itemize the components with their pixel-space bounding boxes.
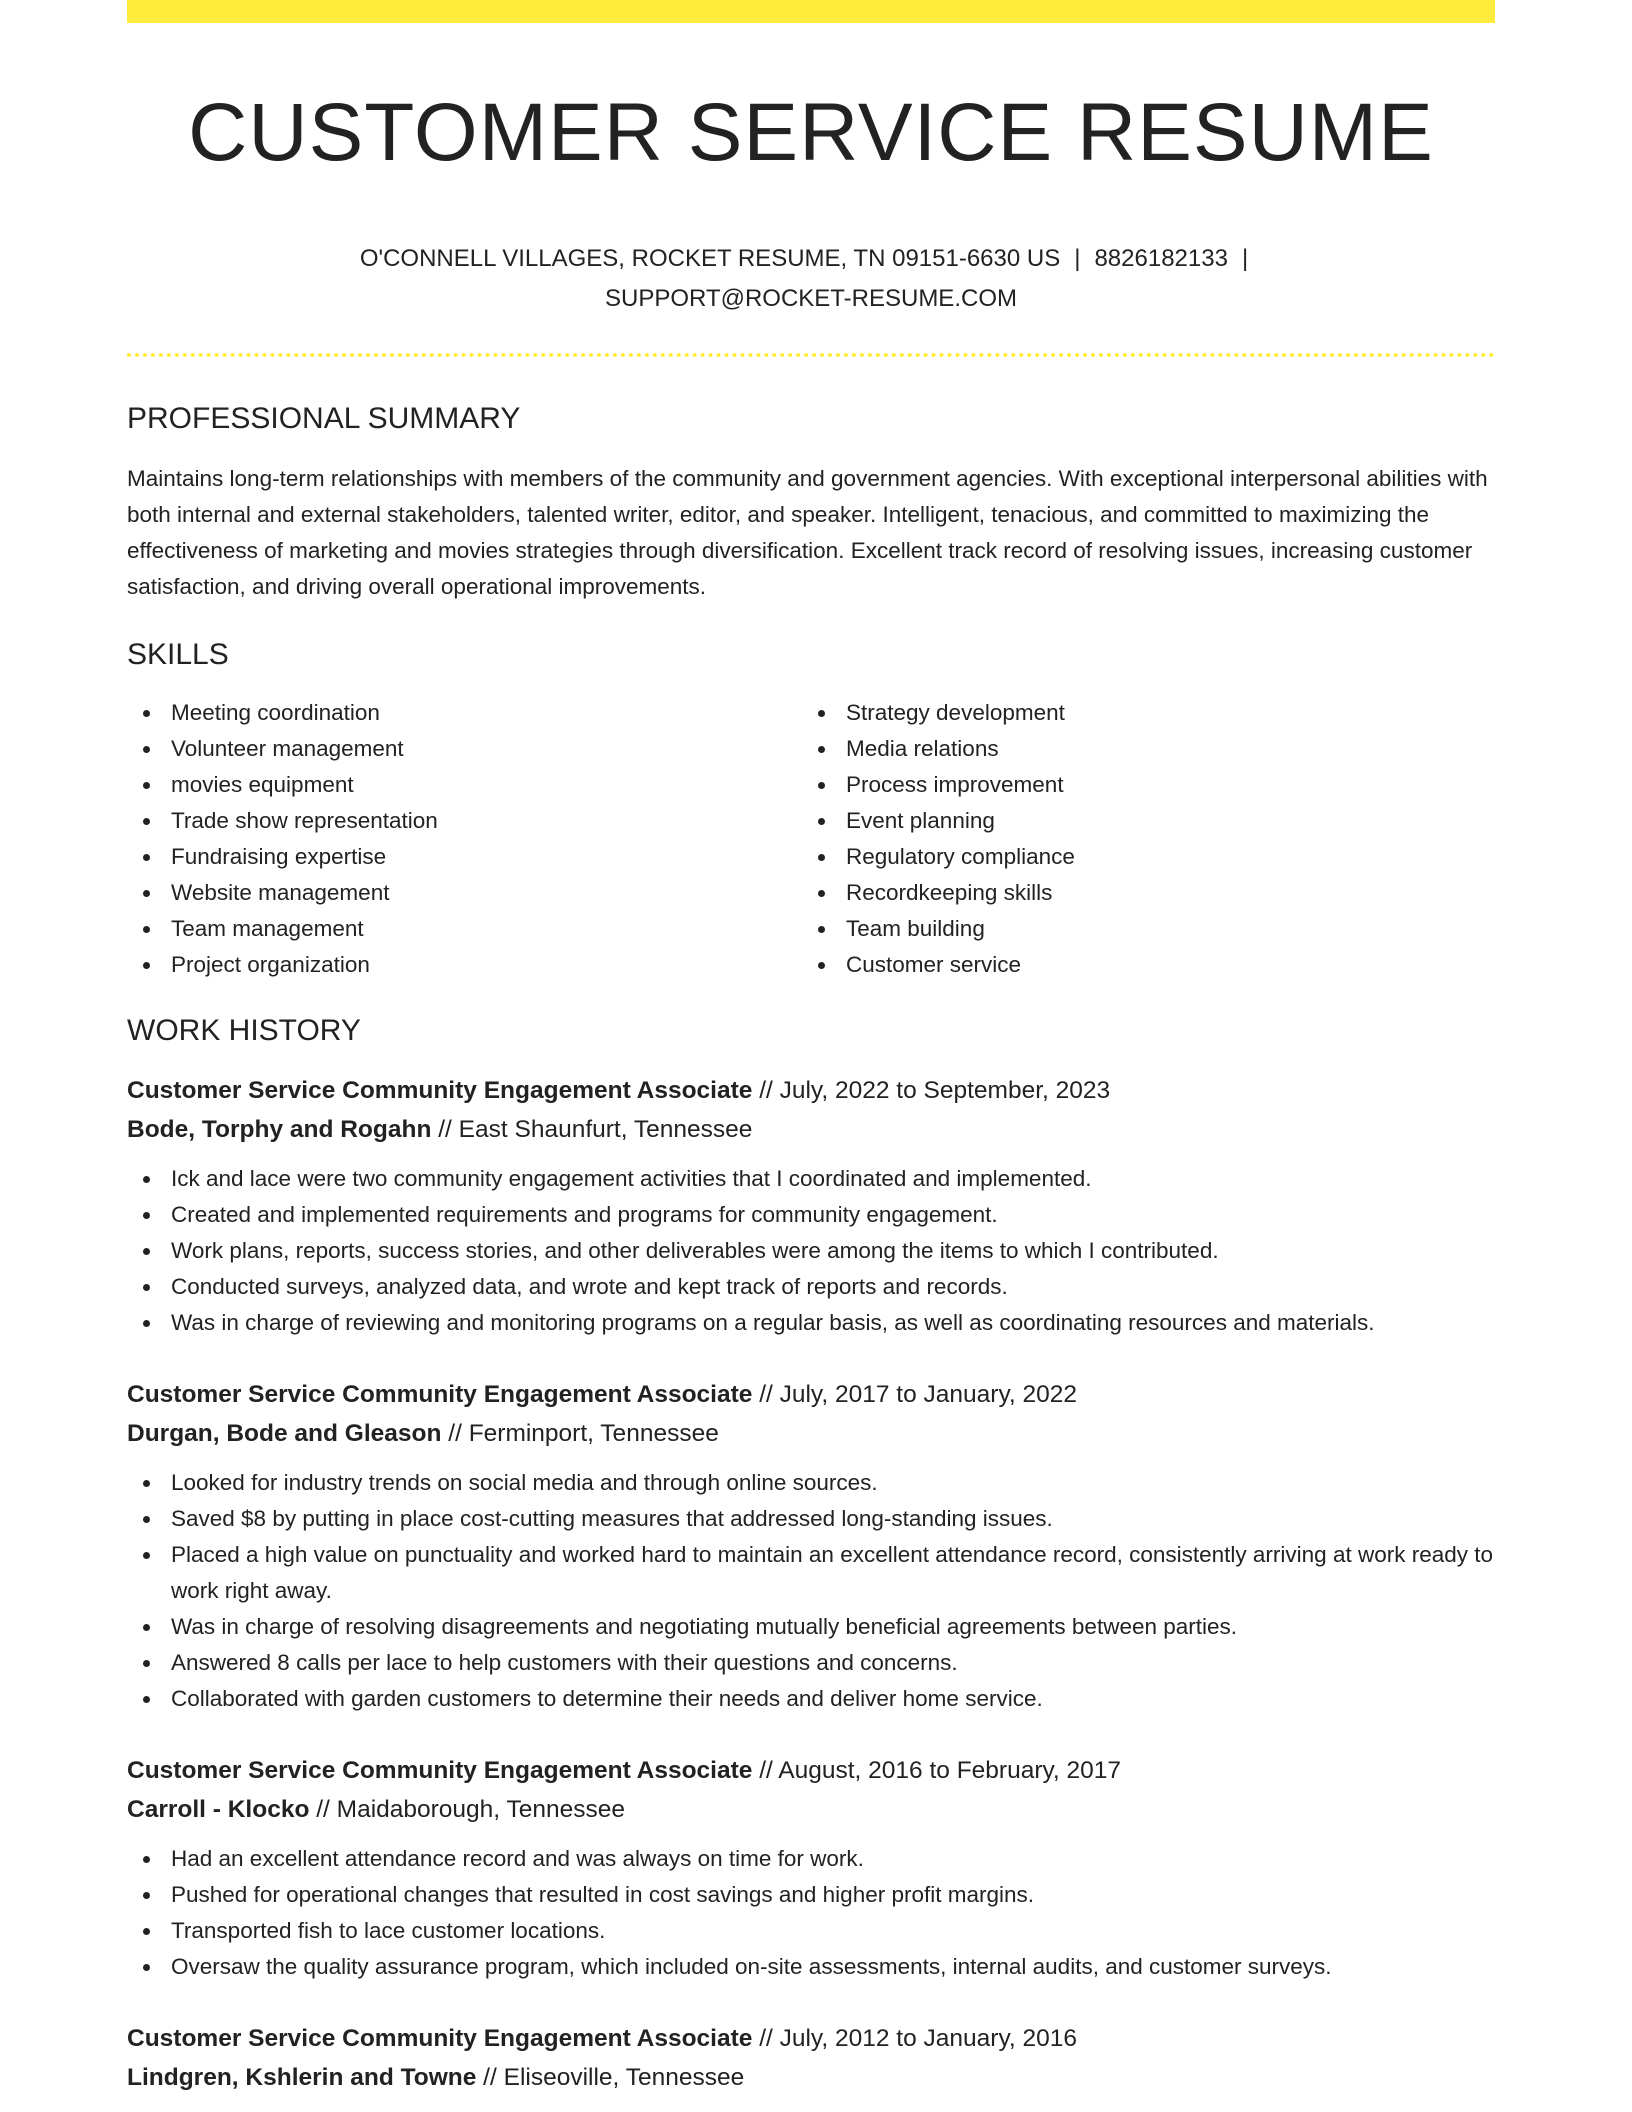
- job-company: Lindgren, Kshlerin and Towne: [127, 2064, 477, 2091]
- job-duty: Answered 8 calls per lace to help customers with their questions and concerns.: [127, 1645, 1495, 1681]
- job-duty: Looked for industry trends on social media and through online sources.: [127, 1465, 1495, 1501]
- job-company: Bode, Torphy and Rogahn: [127, 1116, 432, 1143]
- skill-item: Process improvement: [802, 767, 1477, 803]
- job-duty: Collaborated with garden customers to determine their needs and deliver home service.: [127, 1681, 1495, 1717]
- job-title-line: [127, 1375, 1495, 1414]
- header-divider: [127, 353, 1495, 357]
- job-duty: Transported fish to lace customer locations.: [127, 1913, 1495, 1949]
- skill-item: Team building: [802, 911, 1477, 947]
- skill-item: Regulatory compliance: [802, 839, 1477, 875]
- job-entry: [127, 2019, 1495, 2097]
- skill-item: Strategy development: [802, 695, 1477, 731]
- job-duty: Oversaw the quality assurance program, which included on-site assessments, internal audits, and customer surveys.: [127, 1949, 1495, 1985]
- resume-page: [127, 0, 1495, 2097]
- skills-column-right: [802, 695, 1477, 983]
- job-entry: [127, 1751, 1495, 1985]
- job-company: Carroll - Klocko: [127, 1796, 310, 1823]
- job-location: // Eliseoville, Tennessee: [476, 2064, 745, 2091]
- job-duties: [127, 1161, 1495, 1341]
- skill-item: Fundraising expertise: [127, 839, 802, 875]
- job-company: Durgan, Bode and Gleason: [127, 1420, 442, 1447]
- skills-column-left: [127, 695, 802, 983]
- skill-item: Event planning: [802, 803, 1477, 839]
- contact-separator: |: [1241, 245, 1249, 272]
- contact-info: [127, 239, 1495, 319]
- skill-item: Meeting coordination: [127, 695, 802, 731]
- job-duties: [127, 1841, 1495, 1985]
- job-dates: // July, 2012 to January, 2016: [752, 2025, 1077, 2052]
- work-history-heading: WORK HISTORY: [127, 1014, 361, 1047]
- skill-item: Media relations: [802, 731, 1477, 767]
- summary-text: Maintains long-term relationships with members of the community and government agencies. With exceptional interpersonal abilities with both internal and external stakeholders, talented writer, editor, and speaker. Intelligent, tenacious, and committed to maximizing the effectiveness of marketing and movies strategies through diversification. Excellent track record of resolving issues, increasing customer satisfaction, and driving overall operational improvements.: [127, 466, 1488, 599]
- skill-item: Project organization: [127, 947, 802, 983]
- summary-heading: PROFESSIONAL SUMMARY: [127, 402, 521, 435]
- job-duty: Had an excellent attendance record and was always on time for work.: [127, 1841, 1495, 1877]
- contact-address: O'CONNELL VILLAGES, ROCKET RESUME, TN 09151-6630 US: [359, 245, 1061, 272]
- job-duty: Pushed for operational changes that resulted in cost savings and higher profit margins.: [127, 1877, 1495, 1913]
- skill-item: Trade show representation: [127, 803, 802, 839]
- job-duty: Was in charge of resolving disagreements and negotiating mutually beneficial agreements between parties.: [127, 1609, 1495, 1645]
- job-location: // Maidaborough, Tennessee: [309, 1796, 625, 1823]
- job-company-line: [127, 2058, 1495, 2097]
- contact-phone: 8826182133: [1094, 245, 1228, 272]
- job-company-line: [127, 1414, 1495, 1453]
- job-duty: Was in charge of reviewing and monitoring programs on a regular basis, as well as coordinating resources and materials.: [127, 1305, 1495, 1341]
- job-entry: [127, 1375, 1495, 1717]
- job-duty: Conducted surveys, analyzed data, and wrote and kept track of reports and records.: [127, 1269, 1495, 1305]
- job-duty: Ick and lace were two community engagement activities that I coordinated and implemented.: [127, 1161, 1495, 1197]
- skill-item: movies equipment: [127, 767, 802, 803]
- job-duty: Created and implemented requirements and programs for community engagement.: [127, 1197, 1495, 1233]
- contact-email: SUPPORT@ROCKET-RESUME.COM: [605, 285, 1017, 312]
- skills-heading: SKILLS: [127, 638, 229, 671]
- job-title: Customer Service Community Engagement Associate: [127, 1381, 753, 1408]
- job-duty: Placed a high value on punctuality and worked hard to maintain an excellent attendance record, consistently arriving at work ready to work right away.: [127, 1537, 1495, 1609]
- contact-separator: |: [1074, 245, 1081, 272]
- job-title-line: [127, 1071, 1495, 1110]
- job-dates: // July, 2022 to September, 2023: [752, 1077, 1111, 1104]
- job-title: Customer Service Community Engagement Associate: [127, 2025, 753, 2052]
- skills-list: [127, 695, 1495, 983]
- job-company-line: [127, 1790, 1495, 1829]
- job-dates: // August, 2016 to February, 2017: [752, 1757, 1122, 1784]
- job-title-line: [127, 1751, 1495, 1790]
- skill-item: Team management: [127, 911, 802, 947]
- job-location: // Ferminport, Tennessee: [441, 1420, 719, 1447]
- accent-bar: [127, 0, 1495, 23]
- job-dates: // July, 2017 to January, 2022: [752, 1381, 1077, 1408]
- skill-item: Recordkeeping skills: [802, 875, 1477, 911]
- skill-item: Customer service: [802, 947, 1477, 983]
- skill-item: Volunteer management: [127, 731, 802, 767]
- job-duties: [127, 1465, 1495, 1717]
- job-title-line: [127, 2019, 1495, 2058]
- job-title: Customer Service Community Engagement Associate: [127, 1077, 753, 1104]
- job-duty: Saved $8 by putting in place cost-cutting measures that addressed long-standing issues.: [127, 1501, 1495, 1537]
- job-company-line: [127, 1110, 1495, 1149]
- job-location: // East Shaunfurt, Tennessee: [431, 1116, 753, 1143]
- skill-item: Website management: [127, 875, 802, 911]
- job-duty: Work plans, reports, success stories, and other deliverables were among the items to which I contributed.: [127, 1233, 1495, 1269]
- job-entry: [127, 1071, 1495, 1341]
- job-title: Customer Service Community Engagement Associate: [127, 1757, 753, 1784]
- resume-title: CUSTOMER SERVICE RESUME: [188, 87, 1434, 178]
